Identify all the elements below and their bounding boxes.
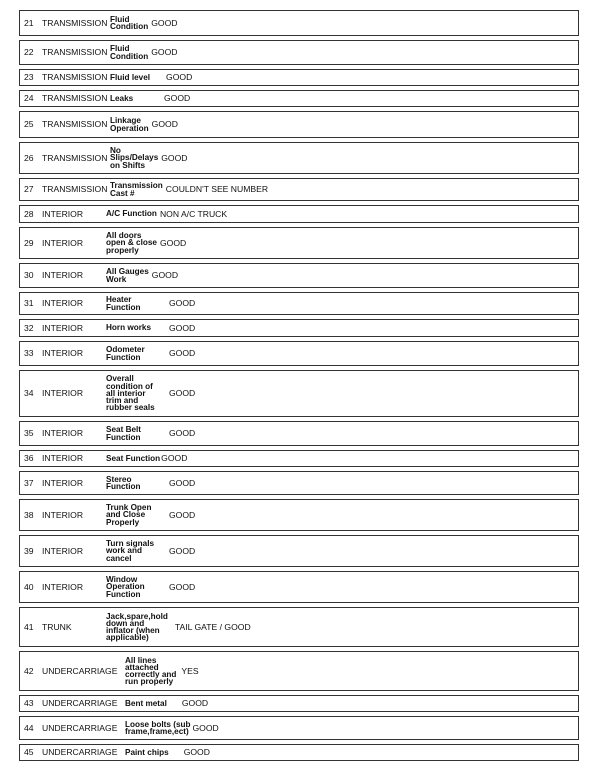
- row-item: Fluid level: [110, 72, 151, 82]
- row-value: COULDN'T SEE NUMBER: [165, 184, 269, 195]
- inspection-row: [19, 178, 579, 201]
- row-number: 33: [24, 348, 34, 359]
- row-number: 31: [24, 298, 34, 309]
- row-value: GOOD: [166, 72, 193, 83]
- row-item: Paint chips: [125, 747, 169, 757]
- row-item: Trunk Open and Close Properly: [106, 503, 152, 527]
- row-value: GOOD: [169, 298, 196, 309]
- row-number: 43: [24, 698, 34, 709]
- row-item: Stereo Function: [106, 474, 141, 491]
- row-category: INTERIOR: [42, 237, 84, 248]
- row-number: 29: [24, 237, 34, 248]
- row-item: Overall condition of all interior trim and rubber seals: [106, 374, 155, 413]
- inspection-row: [19, 744, 579, 761]
- row-number: 22: [24, 47, 34, 58]
- row-value: GOOD: [169, 509, 196, 520]
- row-item: Horn works: [106, 323, 152, 333]
- row-category: TRANSMISSION: [42, 152, 108, 163]
- row-value: GOOD: [151, 47, 178, 58]
- row-number: 23: [24, 72, 34, 83]
- row-item: Window Operation Function: [106, 575, 145, 599]
- row-category: INTERIOR: [42, 428, 84, 439]
- inspection-row: [19, 450, 579, 467]
- row-category: INTERIOR: [42, 298, 84, 309]
- row-number: 26: [24, 152, 34, 163]
- row-category: INTERIOR: [42, 581, 84, 592]
- row-value: GOOD: [169, 545, 196, 556]
- row-category: INTERIOR: [42, 545, 84, 556]
- row-item: Jack,spare,hold down and inflator (when applicable): [106, 611, 168, 643]
- row-category: UNDERCARRIAGE: [42, 747, 118, 758]
- row-item: A/C Function: [106, 209, 157, 219]
- row-number: 25: [24, 119, 34, 130]
- row-item: All doors open & close properly: [106, 231, 157, 255]
- row-value: GOOD: [169, 428, 196, 439]
- row-item: Leaks: [110, 93, 134, 103]
- inspection-row: [19, 607, 579, 647]
- row-value: GOOD: [181, 698, 209, 709]
- row-category: TRANSMISSION: [42, 72, 108, 83]
- row-item: Transmission Cast #: [110, 181, 163, 198]
- inspection-row: [19, 499, 579, 531]
- row-category: INTERIOR: [42, 509, 84, 520]
- row-item: Fluid Condition: [110, 14, 149, 31]
- inspection-row: [19, 10, 579, 36]
- row-category: UNDERCARRIAGE: [42, 722, 118, 733]
- row-category: TRANSMISSION: [42, 184, 108, 195]
- row-number: 37: [24, 477, 34, 488]
- row-category: TRANSMISSION: [42, 119, 108, 130]
- inspection-row: [19, 90, 579, 107]
- row-value: GOOD: [183, 747, 210, 758]
- row-category: UNDERCARRIAGE: [42, 665, 118, 676]
- inspection-row: [19, 111, 579, 138]
- row-category: TRANSMISSION: [42, 17, 108, 28]
- row-category: TRUNK: [42, 621, 72, 632]
- row-category: INTERIOR: [42, 453, 84, 464]
- row-item: Seat Belt Function: [106, 425, 142, 442]
- row-number: 34: [24, 388, 34, 399]
- row-value: GOOD: [159, 237, 187, 248]
- inspection-row: [19, 370, 579, 417]
- inspection-row: [19, 69, 579, 86]
- row-category: INTERIOR: [42, 348, 84, 359]
- inspection-row: [19, 716, 579, 740]
- row-category: INTERIOR: [42, 270, 84, 281]
- row-value: GOOD: [161, 453, 188, 464]
- row-item: All Gauges Work: [106, 267, 149, 284]
- row-value: YES: [181, 665, 199, 676]
- row-category: INTERIOR: [42, 388, 84, 399]
- inspection-row: [19, 421, 579, 446]
- row-number: 21: [24, 17, 34, 28]
- inspection-row: [19, 319, 579, 337]
- row-number: 28: [24, 208, 34, 219]
- row-item: Heater Function: [106, 295, 141, 312]
- row-item: Odometer Function: [106, 345, 145, 362]
- row-item: Loose bolts (sub frame,frame,ect): [125, 719, 191, 736]
- row-category: TRANSMISSION: [42, 47, 108, 58]
- row-number: 35: [24, 428, 34, 439]
- inspection-row: [19, 292, 579, 315]
- inspection-row: [19, 651, 579, 691]
- inspection-row: [19, 205, 579, 223]
- row-number: 27: [24, 184, 34, 195]
- row-item: Fluid Condition: [110, 44, 149, 61]
- row-number: 32: [24, 322, 34, 333]
- inspection-row: [19, 695, 579, 712]
- row-item: Linkage Operation: [110, 116, 149, 133]
- row-value: GOOD: [169, 388, 196, 399]
- row-value: GOOD: [151, 119, 178, 130]
- row-number: 38: [24, 509, 34, 520]
- row-item: All lines attached correctly and run properly: [125, 655, 177, 687]
- row-value: GOOD: [169, 322, 196, 333]
- row-value: GOOD: [169, 581, 196, 592]
- row-value: GOOD: [161, 152, 188, 163]
- row-value: GOOD: [169, 348, 196, 359]
- row-number: 39: [24, 545, 34, 556]
- row-category: INTERIOR: [42, 322, 84, 333]
- row-item: Seat Function: [106, 453, 161, 463]
- row-category: INTERIOR: [42, 477, 84, 488]
- inspection-row: [19, 571, 579, 603]
- row-item: No Slips/Delays on Shifts: [110, 146, 159, 170]
- row-value: NON A/C TRUCK: [159, 208, 228, 219]
- row-value: GOOD: [192, 722, 219, 733]
- row-value: GOOD: [151, 17, 178, 28]
- inspection-row: [19, 471, 579, 495]
- inspection-row: [19, 227, 579, 259]
- row-value: GOOD: [169, 477, 196, 488]
- inspection-row: [19, 341, 579, 366]
- row-number: 36: [24, 453, 34, 464]
- row-value: GOOD: [151, 270, 179, 281]
- row-number: 45: [24, 747, 34, 758]
- row-number: 41: [24, 621, 34, 632]
- inspection-row: [19, 263, 579, 288]
- row-value: TAIL GATE / GOOD: [174, 621, 251, 632]
- inspection-row: [19, 142, 579, 174]
- row-category: TRANSMISSION: [42, 93, 108, 104]
- row-number: 44: [24, 722, 34, 733]
- inspection-row: [19, 535, 579, 567]
- row-value: GOOD: [164, 93, 191, 104]
- inspection-row: [19, 40, 579, 65]
- row-category: INTERIOR: [42, 208, 84, 219]
- row-item: Turn signals work and cancel: [106, 539, 155, 563]
- row-item: Bent metal: [125, 698, 167, 708]
- row-number: 42: [24, 665, 34, 676]
- row-number: 40: [24, 581, 34, 592]
- row-category: UNDERCARRIAGE: [42, 698, 118, 709]
- row-number: 24: [24, 93, 34, 104]
- row-number: 30: [24, 270, 34, 281]
